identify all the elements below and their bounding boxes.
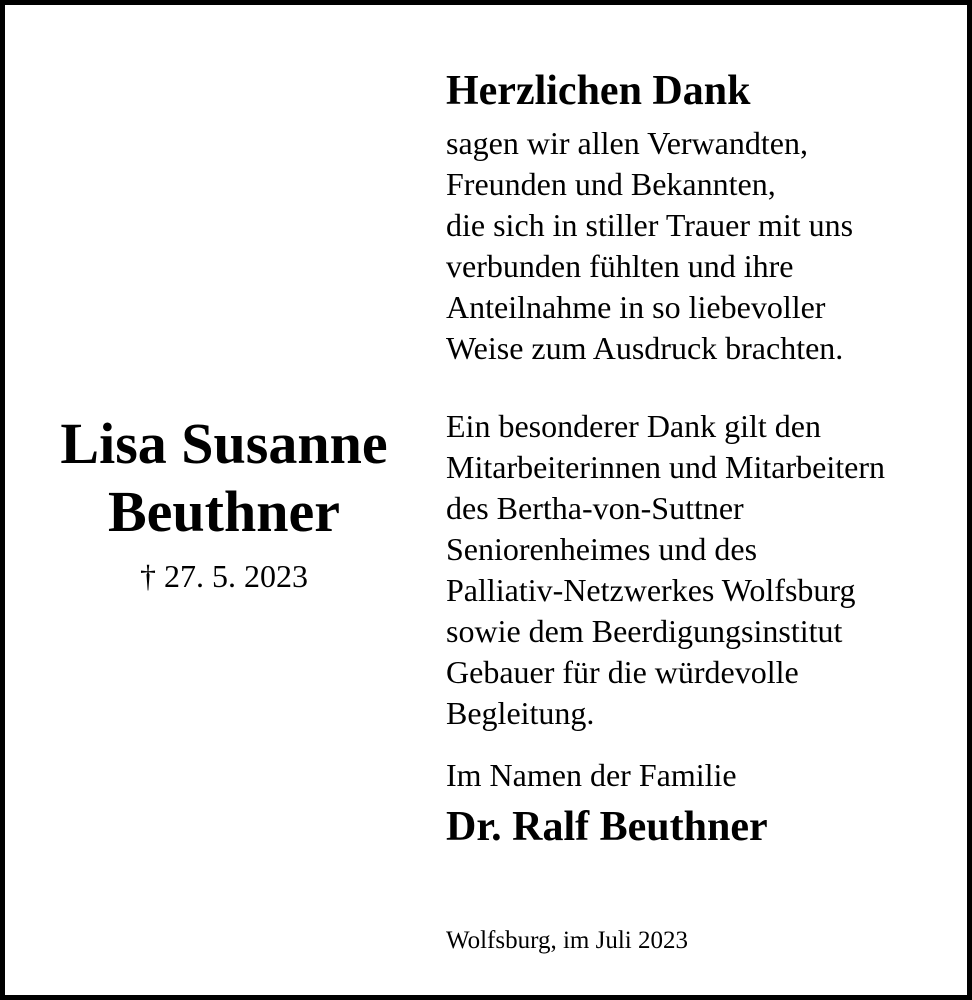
thanks-block bbox=[446, 66, 961, 854]
paragraph-line: Ein besonderer Dank gilt den bbox=[446, 408, 821, 444]
thanks-paragraph-2 bbox=[446, 406, 961, 734]
paragraph-line: Weise zum Ausdruck brachten. bbox=[446, 330, 844, 366]
deceased-surname: Beuthner bbox=[108, 479, 340, 544]
paragraph-line: sagen wir allen Verwandten, bbox=[446, 125, 808, 161]
paragraph-line: verbunden fühlten und ihre bbox=[446, 248, 794, 284]
place-date: Wolfsburg, im Juli 2023 bbox=[446, 927, 688, 954]
paragraph-line: Mitarbeiterinnen und Mitarbeitern bbox=[446, 449, 885, 485]
paragraph-line: Anteilnahme in so liebevoller bbox=[446, 289, 826, 325]
death-date: † 27. 5. 2023 bbox=[140, 558, 308, 594]
paragraph-line: Palliativ-Netzwerkes Wolfsburg bbox=[446, 572, 856, 608]
paragraph-line: Seniorenheimes und des bbox=[446, 531, 758, 567]
paragraph-line: Gebauer für die würdevolle bbox=[446, 654, 799, 690]
closing-line: Im Namen der Familie bbox=[446, 757, 737, 793]
signature-name: Dr. Ralf Beuthner bbox=[446, 804, 768, 850]
paragraph-line: Freunden und Bekannten, bbox=[446, 166, 776, 202]
paragraph-line: sowie dem Beerdigungsinstitut bbox=[446, 613, 843, 649]
paragraph-line: des Bertha-von-Suttner bbox=[446, 490, 744, 526]
thanks-paragraph-1 bbox=[446, 123, 961, 369]
deceased-first-names: Lisa Susanne bbox=[60, 411, 388, 476]
deceased-block bbox=[10, 410, 438, 594]
paragraph-line: die sich in stiller Trauer mit uns bbox=[446, 207, 854, 243]
paragraph-line: Begleitung. bbox=[446, 695, 595, 731]
thanks-heading: Herzlichen Dank bbox=[446, 68, 751, 114]
